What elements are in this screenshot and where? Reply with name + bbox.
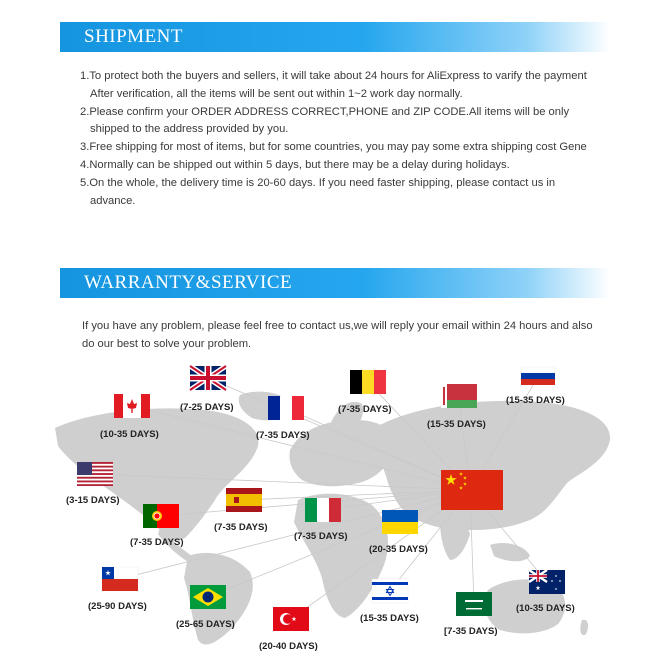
brazil-flag bbox=[190, 585, 226, 609]
warranty-title: WARRANTY&SERVICE bbox=[84, 272, 293, 293]
china-flag bbox=[441, 470, 503, 510]
belarus-flag bbox=[441, 384, 477, 408]
delivery-label-portugal: (7-35 DAYS) bbox=[130, 537, 184, 548]
canada-flag bbox=[114, 394, 150, 418]
shipment-title: SHIPMENT bbox=[84, 26, 184, 47]
policy-item: 3.Free shipping for most of items, but for some countries, you may pay some extra shipping cost Gene bbox=[80, 141, 587, 154]
ukraine-flag bbox=[382, 510, 418, 534]
uk-flag bbox=[190, 366, 226, 390]
spain-flag bbox=[226, 488, 262, 512]
delivery-label-saudi: [7-35 DAYS) bbox=[444, 626, 498, 637]
israel-flag bbox=[372, 579, 408, 603]
russia-flag bbox=[521, 367, 555, 385]
delivery-label-australia: (10-35 DAYS) bbox=[516, 603, 575, 614]
delivery-label-chile: (25-90 DAYS) bbox=[88, 601, 147, 612]
delivery-label-france: (7-35 DAYS) bbox=[256, 430, 310, 441]
delivery-label-uk: (7-25 DAYS) bbox=[180, 402, 234, 413]
delivery-label-israel: (15-35 DAYS) bbox=[360, 613, 419, 624]
italy-flag bbox=[305, 498, 341, 522]
delivery-label-spain: (7-35 DAYS) bbox=[214, 522, 268, 533]
se-asia-shape bbox=[490, 543, 530, 561]
policy-item: 2.Please confirm your ORDER ADDRESS CORRECT,PHONE and ZIP CODE.All items will be only shipped to the address provided by you. bbox=[80, 105, 570, 136]
turkey-flag bbox=[273, 607, 309, 631]
service-text: If you have any problem, please feel free to contact us,we will reply your email within 24 hours and also do our best to solve your problem. bbox=[82, 320, 593, 350]
portugal-flag bbox=[143, 504, 179, 528]
new-zealand-shape bbox=[580, 620, 588, 636]
delivery-label-brazil: (25-65 DAYS) bbox=[176, 619, 235, 630]
delivery-label-belarus: (15-35 DAYS) bbox=[427, 419, 486, 430]
delivery-label-italy: (7-35 DAYS) bbox=[294, 531, 348, 542]
delivery-label-turkey: (20-40 DAYS) bbox=[259, 641, 318, 652]
chile-flag bbox=[102, 567, 138, 591]
belgium-flag bbox=[350, 370, 386, 394]
usa-flag bbox=[77, 462, 113, 486]
delivery-label-belgium: (7-35 DAYS) bbox=[338, 404, 392, 415]
delivery-label-canada: (10-35 DAYS) bbox=[100, 429, 159, 440]
saudi-flag bbox=[456, 592, 492, 616]
france-flag bbox=[268, 396, 304, 420]
delivery-label-ukraine: (20-35 DAYS) bbox=[369, 544, 428, 555]
policy-item: 5.On the whole, the delivery time is 20-60 days. If you need faster shipping, please contact us in advance. bbox=[80, 176, 556, 207]
policy-item: 1.To protect both the buyers and sellers, it will take about 24 hours for AliExpress to varify the payment After verification, all the items will be sent out within 1~2 work day normally. bbox=[80, 70, 587, 100]
australia-flag bbox=[529, 570, 565, 594]
policy-item: 4.Normally can be shipped out within 5 days, but there may be a delay during holidays. bbox=[80, 158, 510, 171]
delivery-label-usa: (3-15 DAYS) bbox=[66, 495, 120, 506]
delivery-label-russia: (15-35 DAYS) bbox=[506, 395, 565, 406]
